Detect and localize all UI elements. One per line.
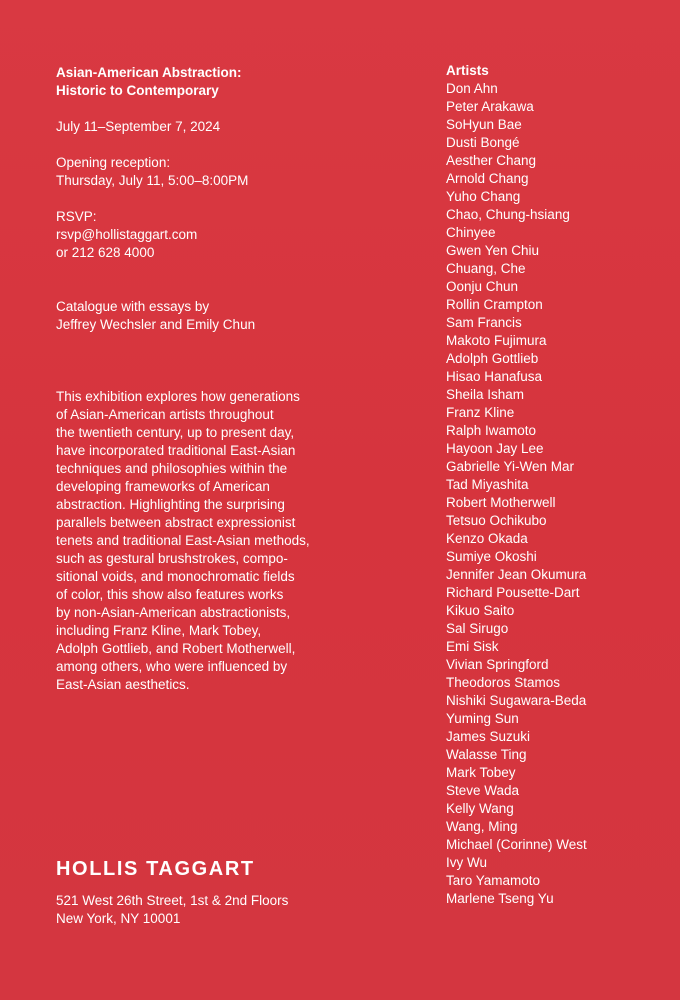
artist-name: Kelly Wang bbox=[446, 801, 514, 816]
rsvp-email[interactable]: rsvp@hollistaggart.com bbox=[56, 227, 198, 242]
description-line: This exhibition explores how generations bbox=[56, 389, 300, 404]
artist-name: Aesther Chang bbox=[446, 153, 537, 168]
exhibition-title bbox=[56, 64, 346, 100]
description-line: have incorporated traditional East-Asian bbox=[56, 443, 296, 458]
artists-heading: Artists bbox=[446, 63, 489, 78]
description-line: tenets and traditional East-Asian methods, bbox=[56, 533, 310, 548]
title-line-1: Asian-American Abstraction: bbox=[56, 65, 242, 80]
artist-name: Arnold Chang bbox=[446, 171, 529, 186]
description-line: of Asian-American artists throughout bbox=[56, 407, 274, 422]
artist-name: Robert Motherwell bbox=[446, 495, 556, 510]
artist-name: Oonju Chun bbox=[446, 279, 519, 294]
artist-name: Yuho Chang bbox=[446, 189, 521, 204]
artist-name: Taro Yamamoto bbox=[446, 873, 541, 888]
description-line: of color, this show also features works bbox=[56, 587, 284, 602]
artist-name: Theodoros Stamos bbox=[446, 675, 561, 690]
artist-name: Sheila Isham bbox=[446, 387, 525, 402]
description-line: by non-Asian-American abstractionists, bbox=[56, 605, 291, 620]
description-line: techniques and philosophies within the bbox=[56, 461, 288, 476]
artist-name: Tad Miyashita bbox=[446, 477, 529, 492]
artist-name: Franz Kline bbox=[446, 405, 515, 420]
artist-name: Vivian Springford bbox=[446, 657, 549, 672]
artist-name: Richard Pousette-Dart bbox=[446, 585, 580, 600]
artist-name: Chuang, Che bbox=[446, 261, 526, 276]
artist-name: Chinyee bbox=[446, 225, 496, 240]
artist-name: Adolph Gottlieb bbox=[446, 351, 539, 366]
artist-name: Marlene Tseng Yu bbox=[446, 891, 554, 906]
artist-name: Hayoon Jay Lee bbox=[446, 441, 544, 456]
address-line-2: New York, NY 10001 bbox=[56, 911, 181, 926]
artist-name: Chao, Chung-hsiang bbox=[446, 207, 570, 222]
exhibition-description bbox=[56, 388, 346, 694]
artist-name: Nishiki Sugawara-Beda bbox=[446, 693, 587, 708]
rsvp-phone: or 212 628 4000 bbox=[56, 245, 155, 260]
dates-text: July 11–September 7, 2024 bbox=[56, 119, 221, 134]
artist-name: Kikuo Saito bbox=[446, 603, 515, 618]
artist-name: Dusti Bongé bbox=[446, 135, 520, 150]
title-line-2: Historic to Contemporary bbox=[56, 83, 219, 98]
description-line: developing frameworks of American bbox=[56, 479, 270, 494]
gallery-address bbox=[56, 892, 356, 928]
address-line-1: 521 West 26th Street, 1st & 2nd Floors bbox=[56, 893, 289, 908]
exhibition-info bbox=[56, 64, 346, 694]
artist-name: Gwen Yen Chiu bbox=[446, 243, 540, 258]
description-line: such as gestural brushstrokes, compo- bbox=[56, 551, 288, 566]
catalogue-note bbox=[56, 298, 346, 334]
artist-name: Rollin Crampton bbox=[446, 297, 543, 312]
artist-name: Sumiye Okoshi bbox=[446, 549, 537, 564]
artist-name: Mark Tobey bbox=[446, 765, 516, 780]
description-line: abstraction. Highlighting the surprising bbox=[56, 497, 285, 512]
reception-time: Thursday, July 11, 5:00–8:00PM bbox=[56, 173, 249, 188]
catalogue-line-1: Catalogue with essays by bbox=[56, 299, 210, 314]
artist-name: Peter Arakawa bbox=[446, 99, 534, 114]
description-line: the twentieth century, up to present day, bbox=[56, 425, 295, 440]
opening-reception bbox=[56, 154, 346, 190]
artist-name: Don Ahn bbox=[446, 81, 498, 96]
artist-name: Wang, Ming bbox=[446, 819, 518, 834]
description-line: Adolph Gottlieb, and Robert Motherwell, bbox=[56, 641, 296, 656]
artist-name: Jennifer Jean Okumura bbox=[446, 567, 587, 582]
artist-name: Hisao Hanafusa bbox=[446, 369, 543, 384]
artists-section bbox=[446, 62, 666, 908]
description-line: East-Asian aesthetics. bbox=[56, 677, 190, 692]
artist-name: James Suzuki bbox=[446, 729, 531, 744]
description-line: parallels between abstract expressionist bbox=[56, 515, 296, 530]
description-line: among others, who were influenced by bbox=[56, 659, 288, 674]
exhibition-dates bbox=[56, 118, 346, 136]
artist-name: Michael (Corinne) West bbox=[446, 837, 587, 852]
artist-name: Ivy Wu bbox=[446, 855, 488, 870]
artist-name: Sal Sirugo bbox=[446, 621, 509, 636]
catalogue-line-2: Jeffrey Wechsler and Emily Chun bbox=[56, 317, 256, 332]
description-line: including Franz Kline, Mark Tobey, bbox=[56, 623, 262, 638]
artist-list bbox=[446, 80, 666, 908]
artist-name: Yuming Sun bbox=[446, 711, 519, 726]
artist-name: Gabrielle Yi-Wen Mar bbox=[446, 459, 575, 474]
artist-name: SoHyun Bae bbox=[446, 117, 522, 132]
artist-name: Steve Wada bbox=[446, 783, 520, 798]
artist-name: Makoto Fujimura bbox=[446, 333, 547, 348]
artist-name: Sam Francis bbox=[446, 315, 522, 330]
artist-name: Ralph Iwamoto bbox=[446, 423, 537, 438]
rsvp-label: RSVP: bbox=[56, 209, 97, 224]
reception-label: Opening reception: bbox=[56, 155, 171, 170]
gallery-name: HOLLIS TAGGART bbox=[56, 858, 255, 880]
artist-name: Tetsuo Ochikubo bbox=[446, 513, 547, 528]
description-line: sitional voids, and monochromatic fields bbox=[56, 569, 295, 584]
rsvp-block bbox=[56, 208, 346, 262]
artist-name: Kenzo Okada bbox=[446, 531, 528, 546]
gallery-info bbox=[56, 856, 356, 928]
artist-name: Emi Sisk bbox=[446, 639, 499, 654]
artist-name: Walasse Ting bbox=[446, 747, 527, 762]
